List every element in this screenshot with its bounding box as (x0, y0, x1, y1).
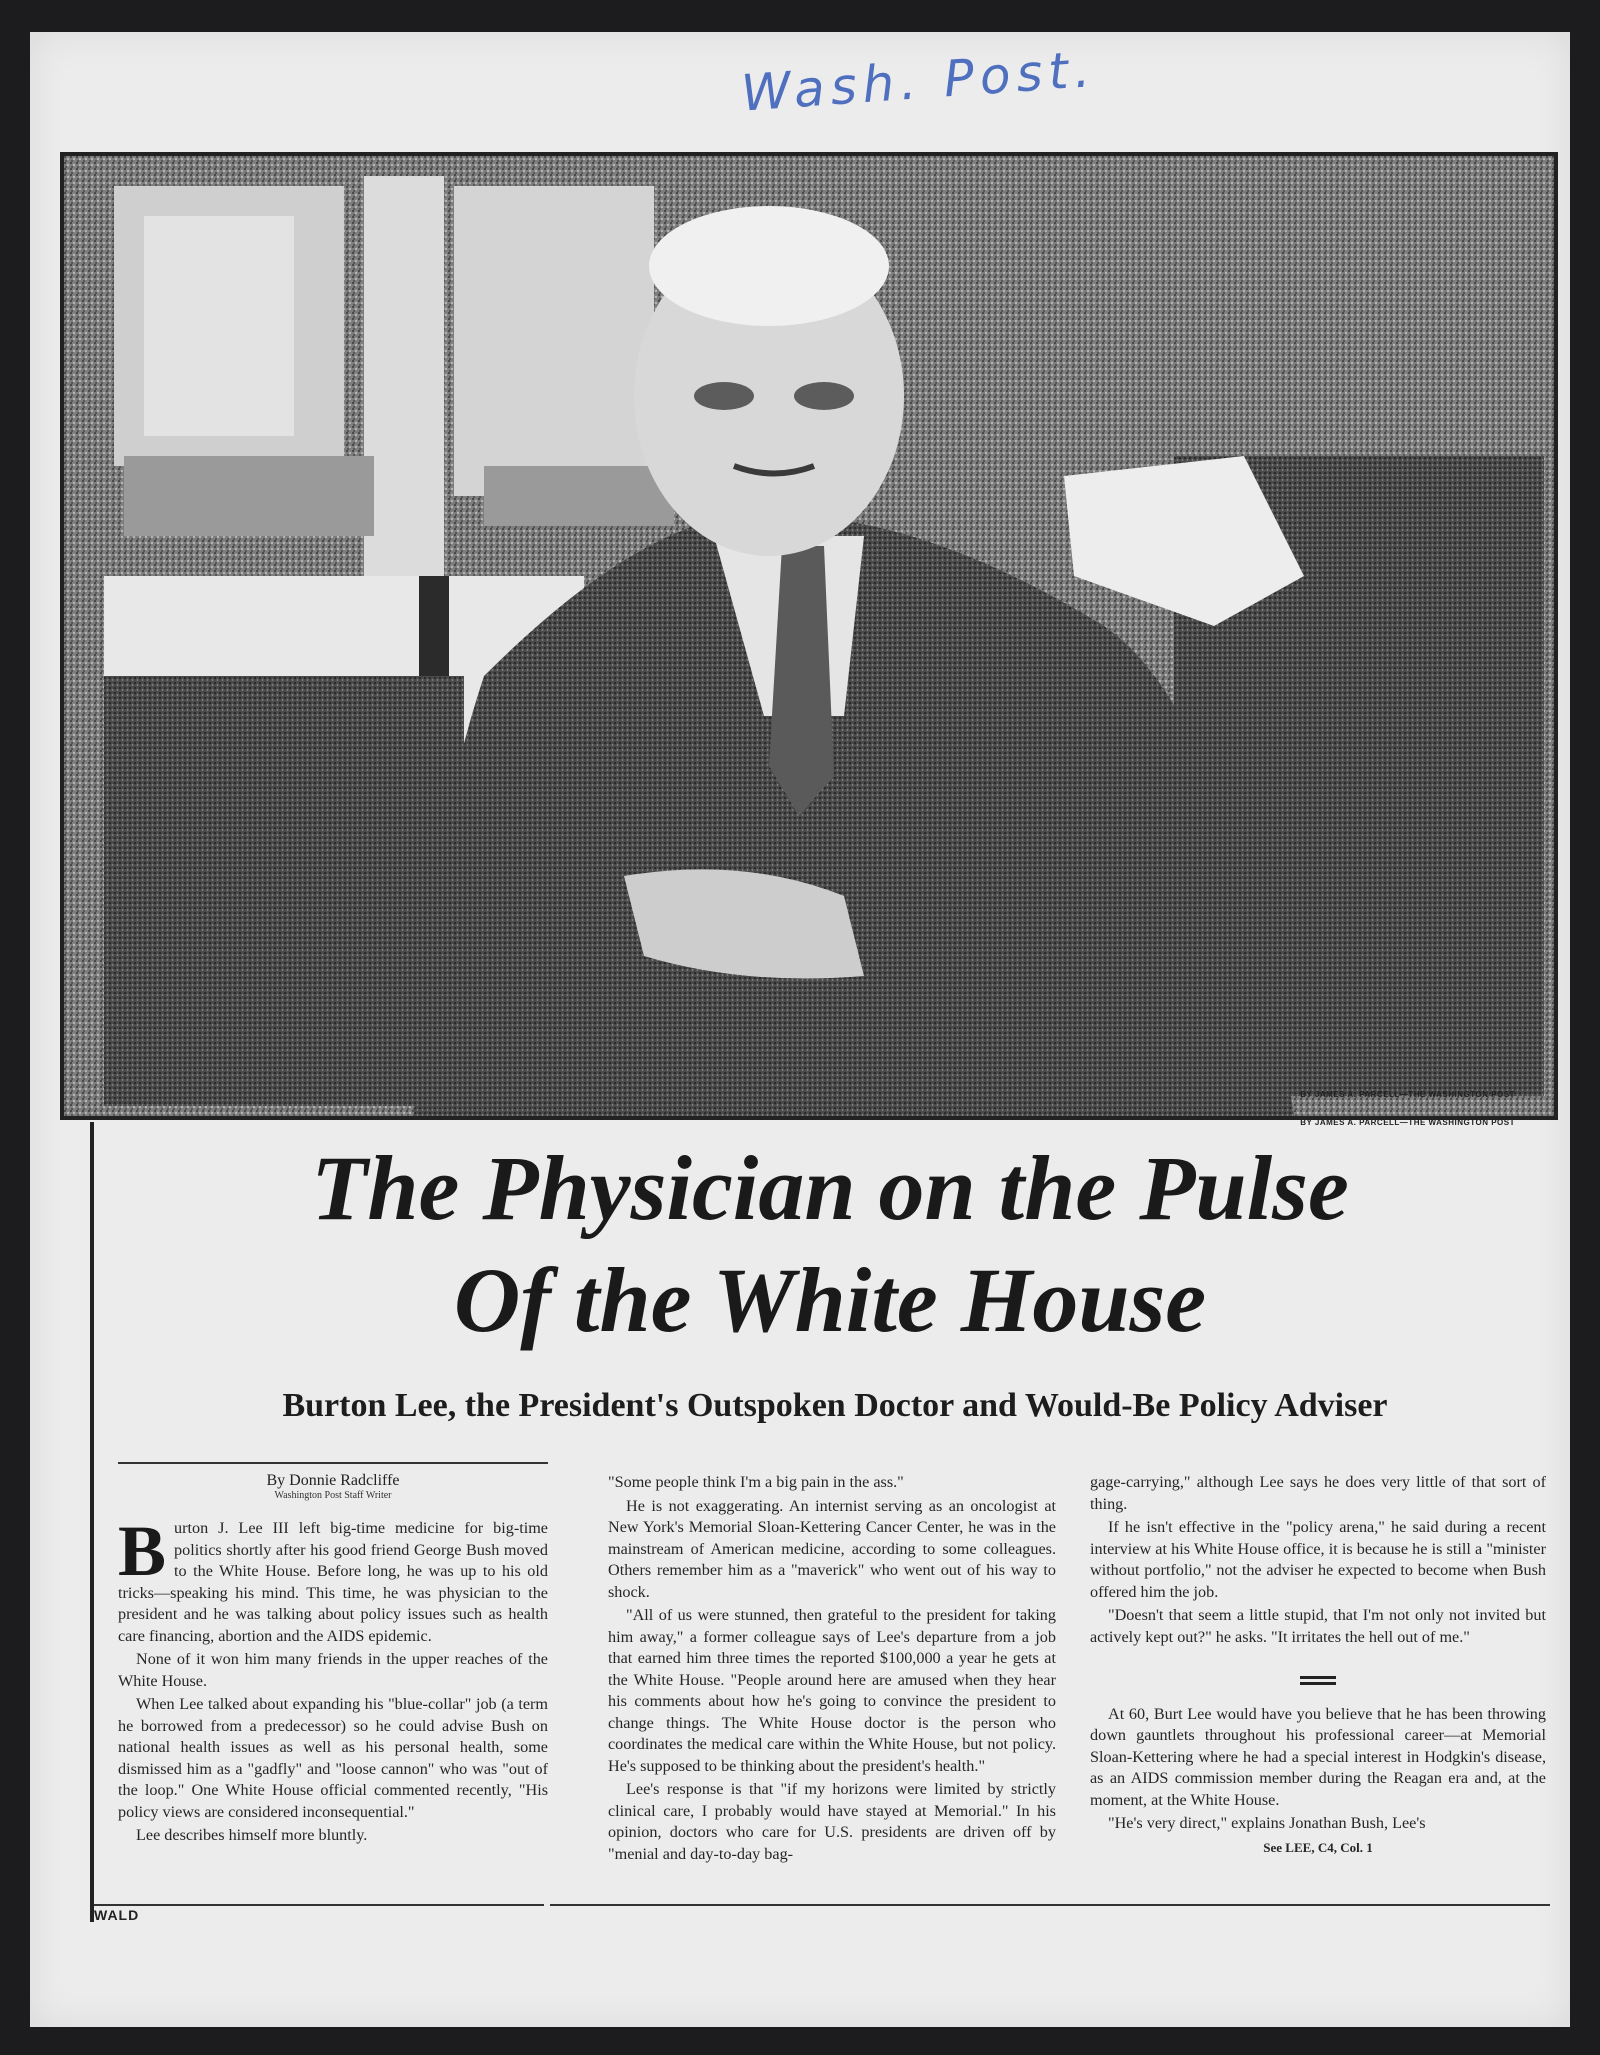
paragraph: urton J. Lee III left big-time medicine for big-time politics shortly after his good friend George Bush moved to the White House. Before long, he was up to his old tricks—speaking his mind. This time, he was physician to the president and he was talking about policy issues such as health care financing, abortion and the AIDS epidemic. (118, 1519, 548, 1645)
paragraph: Lee describes himself more bluntly. (136, 1826, 368, 1844)
paragraph: None of it won him many friends in the upper reaches of the White House. (118, 1650, 548, 1690)
headline-line-1: The Physician on the Pulse (311, 1137, 1349, 1239)
paragraph: "Doesn't that seem a little stupid, that I'm not only not invited but actively kept out?" he asks. "It irritates the hell out of me." (1090, 1606, 1546, 1646)
article-column-2 (608, 1472, 1056, 1867)
photo-credit-repeat: BY JAMES A. PARCELL—THE WASHINGTON POST (1300, 1118, 1515, 1127)
byline-name: By Donnie Radcliffe (266, 1472, 400, 1489)
paragraph: "All of us were stunned, then grateful to the president for taking him away," a former colleague says of Lee's departure from a job that earned him three times the reported $100,000 a year he gets at the White House. "People around here are amused when they hear his comments about how he's going to convince the president to change things. The White House doctor is the person who coordinates the medical care within the White House, but not policy. He's supposed to be thinking about the president's health." (608, 1606, 1056, 1775)
paragraph: If he isn't effective in the "policy arena," he said during a recent interview at his White House office, it is because he is still a "minister without portfolio," not the adviser he expected to become when Bush offered him the job. (1090, 1518, 1546, 1601)
paragraph: gage-carrying," although Lee says he does very little of that sort of thing. (1090, 1473, 1546, 1513)
section-divider (1090, 1664, 1546, 1686)
jump-line: See LEE, C4, Col. 1 (1263, 1839, 1373, 1855)
byline (118, 1472, 548, 1501)
cut-off-headline-fragment: WALD (94, 1907, 140, 1923)
bottom-rule-left (94, 1904, 544, 1906)
article-column-1 (118, 1511, 548, 1849)
column-rule-1 (118, 1462, 548, 1464)
headline-line-2: Of the White House (453, 1249, 1207, 1351)
photo-illustration (64, 156, 1554, 1116)
drop-cap: B (118, 1511, 167, 1591)
bottom-rule-right (550, 1904, 1550, 1906)
portrait-photo (60, 152, 1558, 1120)
photo-credit: BY JAMES A. PARCELL—THE WASHINGTON POST (1300, 1090, 1515, 1099)
paragraph: "He's very direct," explains Jonathan Bush, Lee's (1108, 1814, 1426, 1832)
paragraph: Lee's response is that "if my horizons were limited by strictly clinical care, I probably would have stayed at Memorial." In his opinion, doctors who care for U.S. presidents are driven off by "menial and day-to-day bag- (608, 1780, 1056, 1863)
handwritten-note: Wash. Post. (739, 39, 1098, 123)
subhead: Burton Lee, the President's Outspoken Doctor and Would-Be Policy Adviser (282, 1387, 1388, 1424)
headline (140, 1132, 1520, 1356)
paragraph: "Some people think I'm a big pain in the ass." (608, 1473, 904, 1491)
paragraph: When Lee talked about expanding his "blue-collar" job (a term he borrowed from a predecessor) so he could advise Bush on national health issues as well as his personal health, some dismissed him as a "gadfly" and "loose cannon" who was "out of the loop." One White House official commented recently, "His policy views are considered inconsequential." (118, 1695, 548, 1821)
paragraph: He is not exaggerating. An internist serving as an oncologist at New York's Memorial Sloan-Kettering Cancer Center, he was in the mainstream of American medicine, according to some colleagues. Others remember him as a "maverick" who went out of his way to shock. (608, 1496, 1056, 1601)
newspaper-clipping (30, 32, 1570, 2027)
article-column-3 (1090, 1472, 1546, 1858)
paragraph: At 60, Burt Lee would have you believe that he has been throwing down gauntlets throughout his professional career—at Memorial Sloan-Kettering where he had a special interest in Hodgkin's disease, as an AIDS commission member during the Reagan era and, at the moment, at the White House. (1090, 1704, 1546, 1809)
left-border-rule (90, 1122, 94, 1922)
byline-role: Washington Post Staff Writer (274, 1490, 392, 1501)
